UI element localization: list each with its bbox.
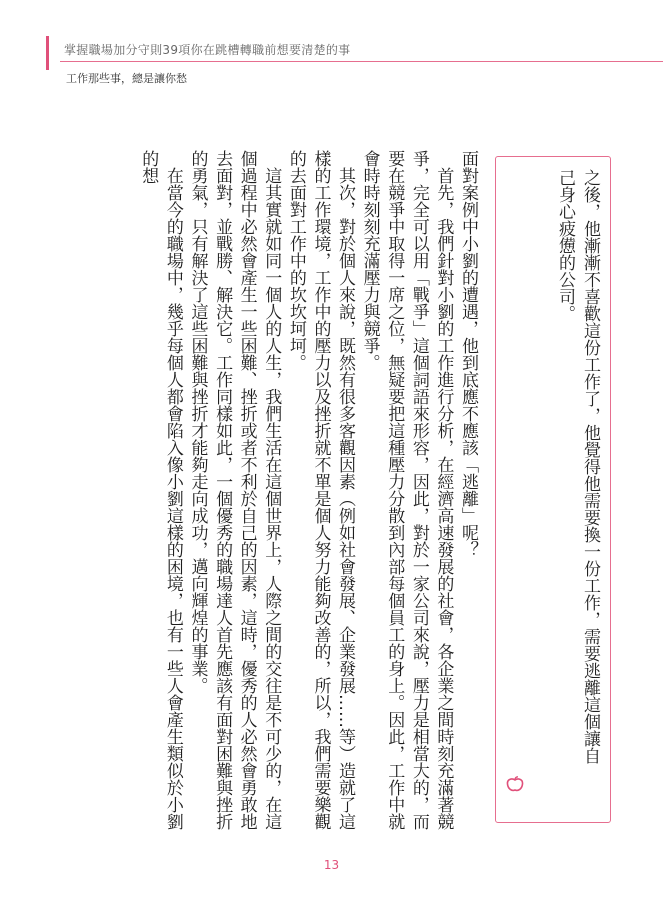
body-paragraph: 其次，對於個人來說，既然有很多客觀因素（例如社會發展、企業發展……等）造就了這樣的工作環境，工作中的壓力以及挫折就不單是個人努力能夠改善的，所以，我們需要樂觀的去面對工作中的坎坎坷坷。	[285, 150, 356, 830]
body-paragraph: 面對案例中小劉的遭遇，他到底應不應該「逃離」呢？	[458, 150, 478, 558]
page-number: 13	[323, 858, 340, 872]
header-accent-bar	[46, 36, 49, 70]
chapter-subtitle: 工作那些事，總是讓你愁	[66, 72, 187, 85]
body-paragraph: 在當今的職場中，幾乎每個人都會陷入像小劉這樣的困境，也有一些人會產生類似於小劉的想	[138, 150, 183, 830]
body-paragraph: 這其實就如同一個人的人生，我們生活在這個世界上，人際之間的交往是不可少的，在這個過程中必然會產生一些困難、挫折或者不利於自己的因素，這時，優秀的人必然會勇敢地去面對，並戰勝、解決它。工作同樣如此，一個優秀的職場達人首先應該有面對困難與挫折的勇氣，只有解決了這些困難與挫折才能夠走向成功，邁向輝煌的事業。	[187, 150, 282, 830]
header-divider	[60, 61, 663, 62]
body-paragraph: 首先，我們針對小劉的工作進行分析，在經濟高速發展的社會，各企業之間時刻充滿著競爭，完全可以用「戰爭」這個詞語來形容，因此，對於一家公司來說，壓力是相當大的，而要在競爭中取得一席之位，無疑要把這種壓力分散到內部每個員工的身上。因此，工作中就會時時刻刻充滿壓力與競爭。	[359, 150, 454, 830]
book-title: 掌握職場加分守則39項你在跳槽轉職前想要清楚的事	[64, 43, 351, 57]
case-note-box	[495, 156, 611, 823]
case-note-text: 之後，他漸漸不喜歡這份工作了，他覺得他需要換一份工作，需要逃離這個讓自己身心疲憊的公司。	[555, 169, 600, 764]
body-text	[70, 150, 480, 840]
apple-icon	[506, 776, 524, 792]
